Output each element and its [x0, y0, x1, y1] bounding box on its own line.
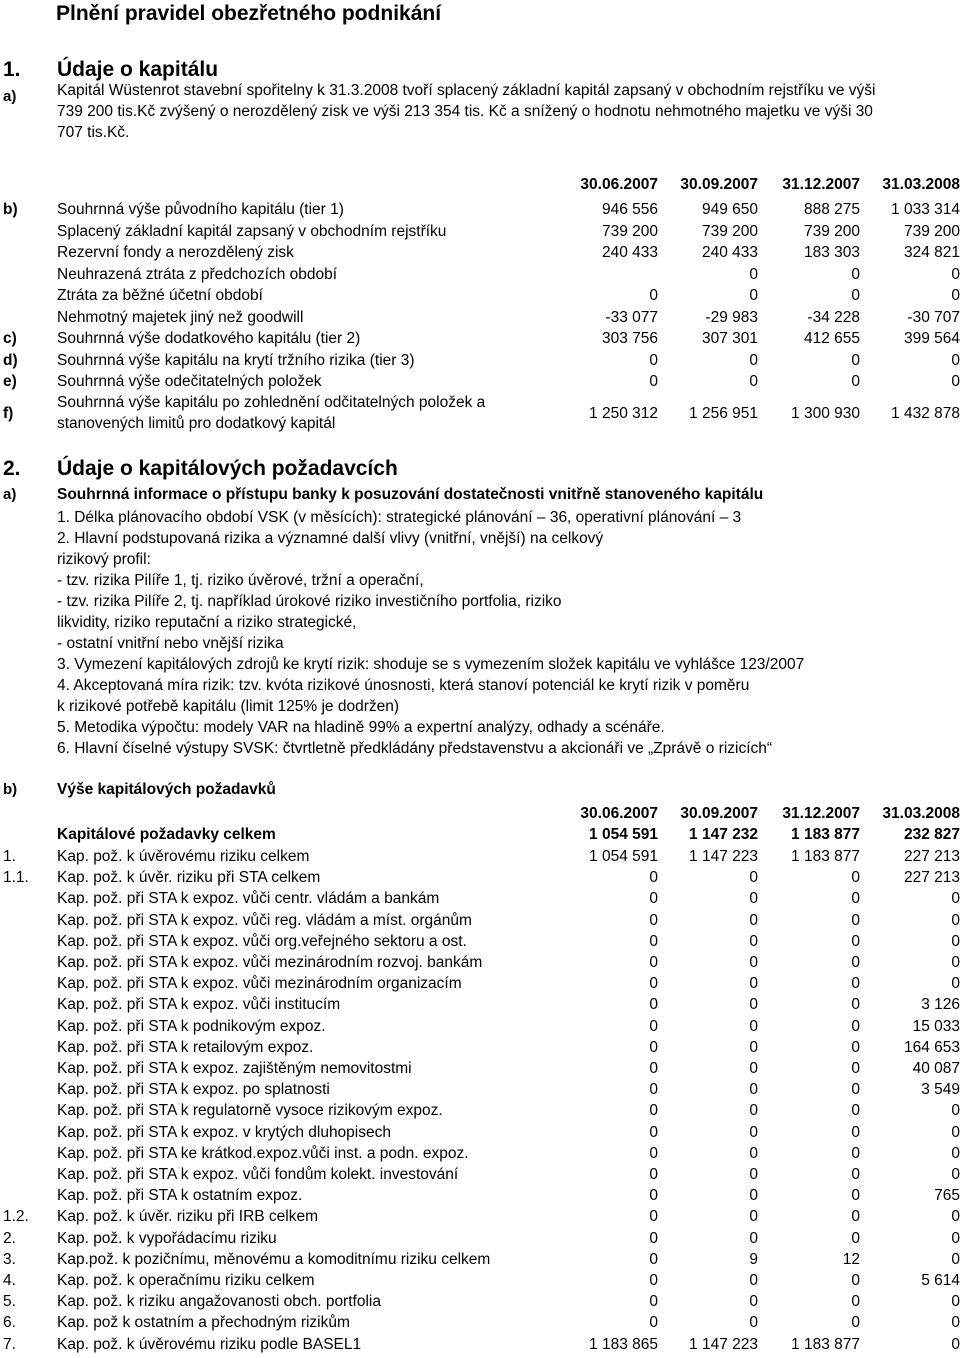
cell-value: 0 [749, 975, 758, 993]
cell-value: 227 213 [903, 869, 960, 887]
cell-value: 0 [649, 1102, 658, 1120]
cell-value: 0 [649, 1017, 658, 1035]
cell-value: 0 [749, 1123, 758, 1141]
cell-value: 0 [649, 287, 658, 304]
cell-value: 0 [951, 1144, 960, 1162]
paragraph-line: likvidity, riziko reputační a riziko strategické, [57, 614, 357, 631]
table-row [0, 1037, 960, 1058]
table-row [0, 1228, 960, 1249]
cell-value: 0 [851, 287, 860, 304]
cell-value: 0 [851, 890, 860, 908]
cell-value: 0 [749, 890, 758, 908]
cell-value: 0 [749, 932, 758, 950]
cell-value: 0 [851, 911, 860, 929]
cell-value: 0 [649, 911, 658, 929]
table-row [0, 1164, 960, 1185]
date-header: 30.09.2007 [680, 805, 758, 822]
cell-value: 0 [649, 1144, 658, 1162]
section-1-number: 1. [3, 58, 21, 81]
row-label: 3. [3, 1250, 16, 1268]
row-text: Kapitálové požadavky celkem [57, 826, 276, 843]
cell-value: 0 [951, 975, 960, 993]
paragraph-line: k rizikové potřebě kapitálu (limit 125% je dodržen) [57, 698, 400, 715]
cell-value: 12 [842, 1250, 860, 1268]
cell-value: 0 [851, 869, 860, 887]
paragraph-line: 1. Délka plánovacího období VSK (v měsících): strategické plánování – 36, operativní plánování – 3 [57, 509, 742, 526]
cell-value: 1 147 223 [689, 1335, 758, 1353]
paragraph-line: - ostatní vnitřní nebo vnější rizika [57, 635, 284, 652]
cell-value: 0 [951, 1229, 960, 1247]
cell-value: 0 [749, 954, 758, 971]
row-text: Kap. pož. k úvěr. riziku při IRB celkem [57, 1208, 319, 1226]
table-row [0, 952, 960, 973]
cell-value: 0 [951, 1102, 960, 1120]
row-text-line: Souhrnná výše kapitálu po zohlednění odčitatelných položek a [57, 394, 486, 411]
cell-value: 0 [851, 954, 860, 971]
cell-value: 1 432 878 [891, 405, 960, 422]
cell-value: 0 [649, 351, 658, 369]
page-title: Plnění pravidel obezřetného podnikání [56, 2, 442, 25]
table-row [0, 867, 960, 888]
paragraph-line: 4. Akceptovaná míra rizik: tzv. kvóta rizikové únosnosti, která stanoví potenciál ke krytí rizik v poměru [57, 677, 750, 694]
row-text: Kap. pož. při STA k retailovým expoz. [57, 1038, 314, 1056]
cell-value: 0 [749, 911, 758, 929]
cell-value: 0 [749, 1187, 758, 1205]
cell-value: 0 [851, 1038, 860, 1056]
row-text: Neuhrazená ztráta z předchozích období [57, 265, 338, 283]
section-2-heading: Údaje o kapitálových požadavcích [57, 457, 398, 480]
row-text: Kap. pož. k operačnímu riziku celkem [57, 1272, 315, 1289]
table-row [0, 1100, 960, 1121]
row-text-line: stanovených limitů pro dodatkový kapitál [57, 415, 336, 432]
cell-value: 0 [951, 1335, 960, 1353]
section-2a-label: a) [3, 486, 17, 503]
cell-value: 0 [649, 1314, 658, 1332]
cell-value: 949 650 [701, 201, 758, 218]
row-text: Nehmotný majetek jiný než goodwill [57, 308, 304, 326]
cell-value: 0 [649, 1038, 658, 1056]
requirements-table-header [0, 803, 960, 824]
cell-value: 946 556 [601, 201, 658, 218]
row-text [57, 392, 485, 434]
row-text: Souhrnná výše původního kapitálu (tier 1) [57, 201, 344, 218]
cell-value: 412 655 [803, 330, 860, 347]
cell-value: 40 087 [912, 1060, 960, 1077]
table-row [0, 1206, 960, 1227]
table-row [0, 1312, 960, 1333]
cell-value: 739 200 [601, 222, 658, 240]
row-text: Kap. pož. při STA k expoz. vůči centr. vládám a bankám [57, 890, 440, 908]
cell-value: 0 [951, 1208, 960, 1226]
section-2a-paragraph [57, 507, 804, 759]
cell-value: 0 [649, 1166, 658, 1183]
cell-value: 0 [951, 954, 960, 971]
cell-value: 0 [951, 911, 960, 929]
row-text: Kap. pož. při STA k expoz. vůči fondům kolekt. investování [57, 1166, 459, 1183]
cell-value: 1 183 877 [791, 1335, 860, 1353]
cell-value: -34 228 [807, 308, 860, 326]
paragraph-line: 2. Hlavní podstupovaná rizika a významné další vlivy (vnitřní, vnější) na celkový [57, 530, 604, 547]
cell-value: 324 821 [903, 244, 960, 261]
row-label: 1. [3, 848, 16, 865]
paragraph-line: 707 tis.Kč. [57, 124, 130, 141]
table-row [0, 973, 960, 994]
cell-value: 232 827 [903, 826, 960, 843]
cell-value: 1 250 312 [589, 405, 658, 422]
paragraph-line: 3. Vymezení kapitálových zdrojů ke krytí rizik: shoduje se s vymezením složek kapitálu ve vyhlášce 123/2007 [57, 656, 805, 673]
cell-value: 0 [749, 1060, 758, 1077]
cell-value: 0 [951, 1314, 960, 1332]
section-1-heading: Údaje o kapitálu [57, 58, 219, 81]
table-row [0, 264, 960, 285]
cell-value: 0 [851, 1144, 860, 1162]
row-text: Souhrnná výše dodatkového kapitálu (tier 2) [57, 330, 361, 347]
cell-value: 0 [649, 932, 658, 950]
cell-value: 0 [851, 932, 860, 950]
row-text: Kap. pož. k úvěrovému riziku celkem [57, 848, 310, 865]
paragraph-line: 6. Hlavní číselné výstupy SVSK: čtvrtletně předkládány představenstvu a akcionáři ve „Zprávě o rizicích“ [57, 740, 773, 757]
cell-value: 3 126 [921, 996, 960, 1014]
cell-value: 0 [649, 1208, 658, 1226]
cell-value: -30 707 [907, 308, 960, 326]
row-text: Kap. pož. k riziku angažovanosti obch. portfolia [57, 1293, 381, 1311]
row-text: Kap. pož k ostatním a přechodným rizikům [57, 1314, 350, 1332]
row-label: 6. [3, 1314, 16, 1332]
cell-value: 0 [749, 1038, 758, 1056]
cell-value: 0 [951, 265, 960, 283]
cell-value: 0 [749, 1102, 758, 1120]
row-label: 5. [3, 1293, 16, 1311]
paragraph-line: Kapitál Wüstenrot stavební spořitelny k 31.3.2008 tvoří splacený základní kapitál zapsaný v obchodním rejstříku ve výši [57, 82, 876, 99]
row-text: Souhrnná výše kapitálu na krytí tržního rizika (tier 3) [57, 351, 415, 369]
row-text: Kap. pož. při STA k expoz. vůči reg. vládám a míst. orgánům [57, 911, 472, 929]
section-2b-label: b) [3, 781, 18, 798]
row-label: e) [3, 373, 17, 390]
cell-value: 0 [851, 1081, 860, 1099]
cell-value: 15 033 [912, 1017, 960, 1035]
row-label: 1.1. [3, 869, 29, 887]
cell-value: 0 [649, 1187, 658, 1205]
cell-value: 0 [749, 351, 758, 369]
cell-value: -29 983 [705, 308, 758, 326]
cell-value: 0 [851, 1272, 860, 1289]
cell-value: 0 [851, 1166, 860, 1183]
row-text: Kap. pož. k úvěrovému riziku podle BASEL1 [57, 1335, 362, 1353]
cell-value: 0 [749, 373, 758, 390]
row-text: Kap. pož. při STA k expoz. v krytých dluhopisech [57, 1123, 391, 1141]
table-row [0, 846, 960, 867]
row-label: d) [3, 351, 18, 369]
cell-value: 0 [649, 1060, 658, 1077]
row-text: Kap. pož. při STA k expoz. vůči institucím [57, 996, 341, 1014]
date-header: 30.06.2007 [580, 176, 658, 193]
cell-value: 0 [851, 1229, 860, 1247]
cell-value: 0 [951, 373, 960, 390]
cell-value: 0 [951, 351, 960, 369]
cell-value: 739 200 [701, 222, 758, 240]
row-text: Kap. pož. k vypořádacímu riziku [57, 1229, 277, 1247]
requirements-total-row [0, 824, 960, 845]
capital-table-row-f [0, 392, 960, 436]
cell-value: 0 [951, 1123, 960, 1141]
cell-value: 0 [851, 1102, 860, 1120]
cell-value: 0 [749, 1293, 758, 1311]
row-text: Kap. pož. při STA ke krátkod.expoz.vůči inst. a podn. expoz. [57, 1144, 469, 1162]
cell-value: 1 147 232 [689, 826, 758, 843]
table-row [0, 1185, 960, 1206]
table-row [0, 371, 960, 392]
cell-value: 0 [749, 287, 758, 304]
cell-value: 0 [649, 1229, 658, 1247]
cell-value: 0 [749, 1017, 758, 1035]
cell-value: 0 [749, 265, 758, 283]
cell-value: 227 213 [903, 848, 960, 865]
cell-value: 1 183 865 [589, 1335, 658, 1353]
cell-value: 0 [649, 1250, 658, 1268]
cell-value: 307 301 [701, 330, 758, 347]
row-text: Kap. pož. při STA k expoz. po splatnosti [57, 1081, 330, 1099]
cell-value: 0 [851, 1187, 860, 1205]
cell-value: 0 [851, 1017, 860, 1035]
row-text: Kap.pož. k pozičnímu, měnovému a komoditnímu riziku celkem [57, 1250, 491, 1268]
cell-value: 1 054 591 [589, 848, 658, 865]
paragraph-line: - tzv. rizika Pilíře 2, tj. například úrokové riziko investičního portfolia, riziko [57, 593, 562, 610]
cell-value: 0 [851, 373, 860, 390]
row-text: Kap. pož. při STA k expoz. vůči org.veřejného sektoru a ost. [57, 932, 467, 950]
cell-value: 0 [951, 1293, 960, 1311]
table-row [0, 994, 960, 1015]
cell-value: 240 433 [701, 244, 758, 261]
cell-value: 0 [649, 1123, 658, 1141]
row-label: 2. [3, 1229, 16, 1247]
table-row [0, 242, 960, 263]
cell-value: 1 183 877 [791, 826, 860, 843]
cell-value: 0 [951, 287, 960, 304]
table-row [0, 350, 960, 371]
table-row [0, 1143, 960, 1164]
cell-value: 739 200 [903, 222, 960, 240]
paragraph-line: 5. Metodika výpočtu: modely VAR na hladině 99% a expertní analýzy, odhady a scénáře. [57, 719, 665, 736]
table-row [0, 328, 960, 349]
row-label: 7. [3, 1335, 16, 1353]
row-label: b) [3, 201, 18, 218]
cell-value: 0 [851, 1208, 860, 1226]
cell-value: 1 183 877 [791, 848, 860, 865]
table-row [0, 1079, 960, 1100]
cell-value: 0 [649, 1272, 658, 1289]
section-2b-title: Výše kapitálových požadavků [57, 781, 276, 798]
table-row [0, 1016, 960, 1037]
cell-value: 0 [749, 869, 758, 887]
section-1a-label: a) [3, 88, 17, 105]
cell-value: 0 [749, 1229, 758, 1247]
table-row [0, 888, 960, 909]
date-header: 30.06.2007 [580, 805, 658, 822]
row-text: Splacený základní kapitál zapsaný v obchodním rejstříku [57, 222, 447, 240]
section-2-number: 2. [3, 457, 21, 480]
cell-value: 0 [851, 996, 860, 1014]
date-header: 30.09.2007 [680, 176, 758, 193]
row-text: Kap. pož. při STA k expoz. vůči mezinárodním rozvoj. bankám [57, 954, 483, 971]
row-text: Kap. pož. k úvěr. riziku při STA celkem [57, 869, 321, 887]
cell-value: 0 [851, 975, 860, 993]
row-label: 4. [3, 1272, 16, 1289]
cell-value: 1 256 951 [689, 405, 758, 422]
row-label: c) [3, 330, 17, 347]
cell-value: 183 303 [803, 244, 860, 261]
row-text: Kap. pož. při STA k podnikovým expoz. [57, 1017, 326, 1035]
table-row [0, 285, 960, 306]
section-1a-paragraph [57, 80, 875, 143]
row-text: Souhrnná výše odečitatelných položek [57, 373, 322, 390]
section-2a-title: Souhrnná informace o přístupu banky k posuzování dostatečnosti vnitřně stanoveného kapitálu [57, 486, 764, 503]
paragraph-line: - tzv. rizika Pilíře 1, tj. riziko úvěrové, tržní a operační, [57, 572, 424, 589]
cell-value: 765 [934, 1187, 960, 1205]
capital-table-header [0, 174, 960, 195]
cell-value: 0 [749, 1272, 758, 1289]
cell-value: 0 [951, 890, 960, 908]
cell-value: 164 653 [903, 1038, 960, 1056]
cell-value: 0 [749, 1166, 758, 1183]
cell-value: 0 [851, 1314, 860, 1332]
table-row [0, 1334, 960, 1355]
paragraph-line: rizikový profil: [57, 551, 151, 568]
row-label: 1.2. [3, 1208, 29, 1226]
cell-value: 0 [749, 1144, 758, 1162]
cell-value: 303 756 [601, 330, 658, 347]
cell-value: 0 [649, 954, 658, 971]
row-text: Kap. pož. při STA k expoz. vůči mezinárodním organizacím [57, 975, 462, 993]
cell-value: 1 300 930 [791, 405, 860, 422]
cell-value: 0 [649, 869, 658, 887]
table-row [0, 931, 960, 952]
cell-value: 0 [851, 1060, 860, 1077]
row-text: Kap. pož. při STA k expoz. zajištěným nemovitostmi [57, 1060, 412, 1077]
date-header: 31.03.2008 [882, 805, 960, 822]
row-text: Rezervní fondy a nerozdělený zisk [57, 244, 294, 261]
cell-value: 0 [649, 975, 658, 993]
cell-value: 0 [851, 1123, 860, 1141]
table-row [0, 221, 960, 242]
table-row [0, 307, 960, 328]
table-row [0, 199, 960, 220]
cell-value: 0 [649, 1293, 658, 1311]
cell-value: 5 614 [921, 1272, 960, 1289]
row-text: Ztráta za běžné účetní období [57, 287, 263, 304]
paragraph-line: 739 200 tis.Kč zvýšený o nerozdělený zisk ve výši 213 354 tis. Kč a snížený o hodnotu nehmotného majetku ve výši 30 [57, 103, 873, 120]
table-row [0, 1058, 960, 1079]
cell-value: 399 564 [903, 330, 960, 347]
cell-value: 0 [951, 1166, 960, 1183]
cell-value: 0 [649, 890, 658, 908]
cell-value: 0 [649, 373, 658, 390]
date-header: 31.03.2008 [882, 176, 960, 193]
table-row [0, 1270, 960, 1291]
cell-value: 1 033 314 [891, 201, 960, 218]
table-row [0, 910, 960, 931]
cell-value: 0 [649, 996, 658, 1014]
cell-value: 0 [749, 1314, 758, 1332]
cell-value: 0 [851, 265, 860, 283]
table-row [0, 1249, 960, 1270]
cell-value: -33 077 [605, 308, 658, 326]
cell-value: 888 275 [803, 201, 860, 218]
table-row [0, 1122, 960, 1143]
cell-value: 0 [749, 1081, 758, 1099]
table-row [0, 1291, 960, 1312]
cell-value: 240 433 [601, 244, 658, 261]
row-label: f) [3, 405, 14, 422]
cell-value: 9 [749, 1250, 758, 1268]
row-text: Kap. pož. při STA k ostatním expoz. [57, 1187, 303, 1205]
cell-value: 0 [851, 1293, 860, 1311]
cell-value: 0 [749, 996, 758, 1014]
cell-value: 3 549 [921, 1081, 960, 1099]
row-text: Kap. pož. při STA k regulatorně vysoce rizikovým expoz. [57, 1102, 443, 1120]
cell-value: 0 [951, 932, 960, 950]
date-header: 31.12.2007 [782, 805, 860, 822]
cell-value: 0 [649, 1081, 658, 1099]
cell-value: 0 [851, 351, 860, 369]
date-header: 31.12.2007 [782, 176, 860, 193]
cell-value: 1 054 591 [589, 826, 658, 843]
cell-value: 1 147 223 [689, 848, 758, 865]
cell-value: 739 200 [803, 222, 860, 240]
cell-value: 0 [951, 1250, 960, 1268]
cell-value: 0 [749, 1208, 758, 1226]
